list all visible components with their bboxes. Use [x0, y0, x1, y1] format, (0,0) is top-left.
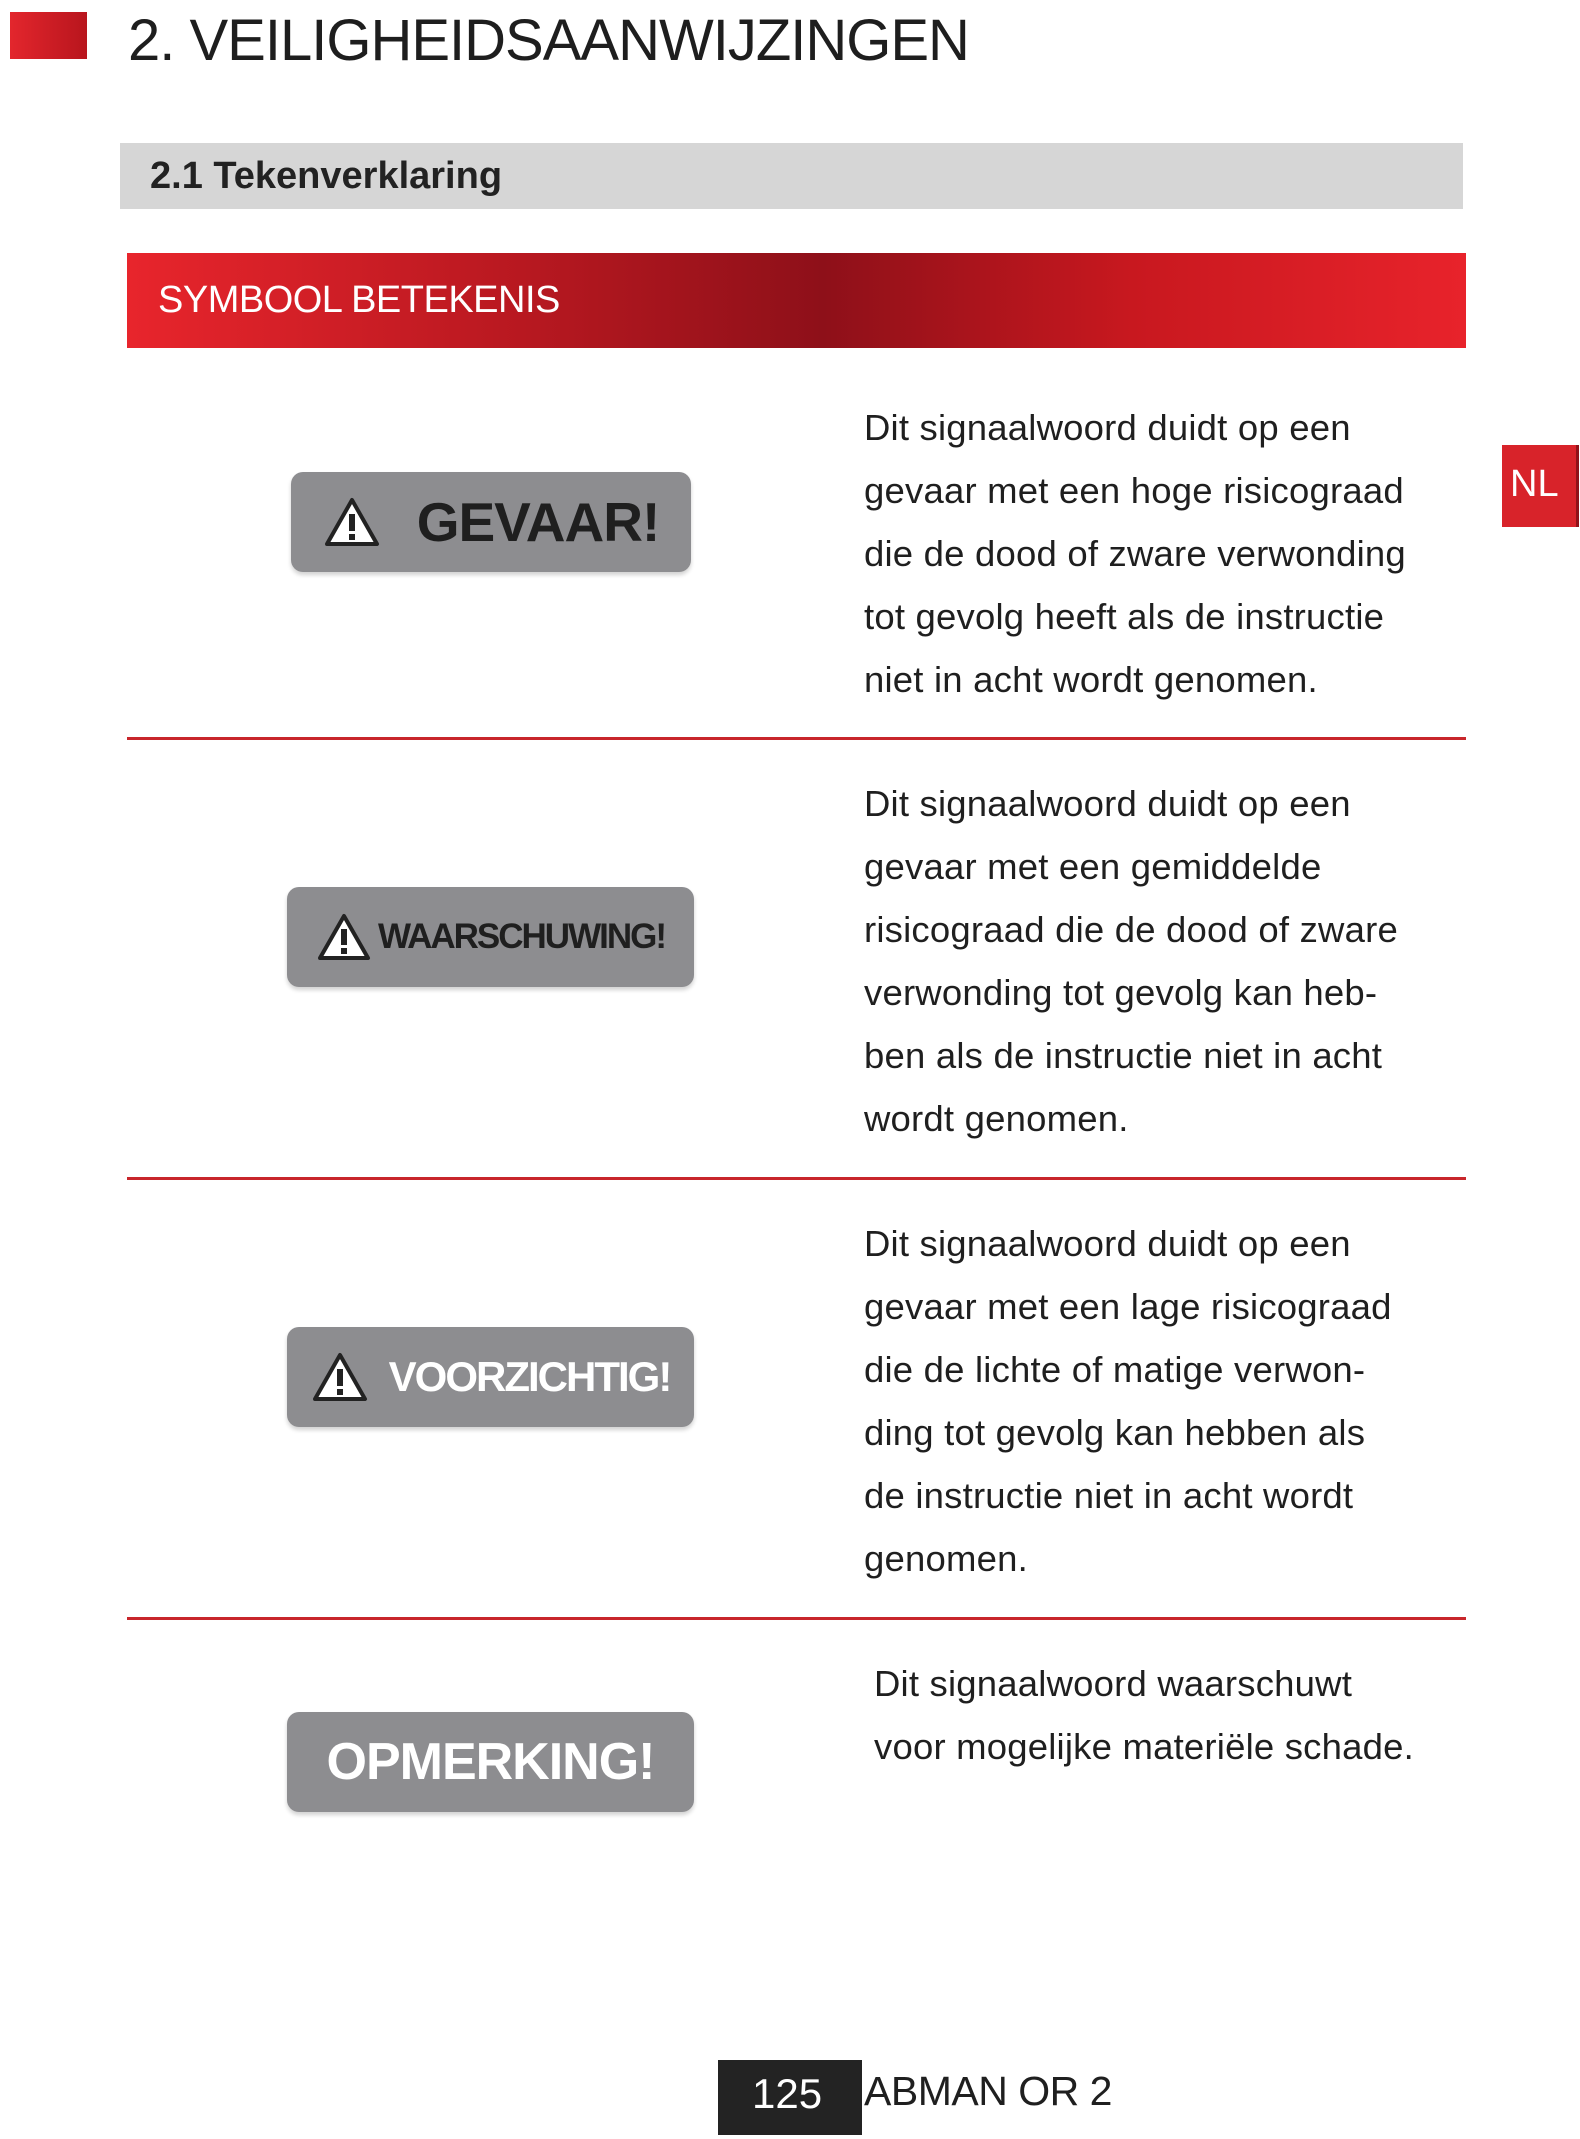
danger-signal-badge	[291, 472, 691, 572]
language-tab	[1502, 445, 1576, 527]
warning-description	[864, 772, 1464, 1150]
warning-triangle-icon	[316, 912, 372, 962]
description-line: die de dood of zware verwonding	[864, 533, 1406, 574]
description-line: Dit signaalwoord duidt op een	[864, 1223, 1351, 1264]
table-header	[127, 253, 1466, 348]
notice-description	[874, 1652, 1474, 1778]
notice-signal-badge	[287, 1712, 694, 1812]
description-line: niet in acht wordt genomen.	[864, 659, 1318, 700]
language-tab-label: NL	[1510, 463, 1559, 505]
danger-description	[864, 396, 1464, 711]
danger-signal-word: GEVAAR!	[416, 491, 660, 553]
description-line: ding tot gevolg kan hebben als	[864, 1412, 1366, 1453]
description-line: tot gevolg heeft als de instructie	[864, 596, 1385, 637]
warning-signal-word: WAARSCHUWING!	[377, 917, 666, 956]
description-line: risicograad die de dood of zware	[864, 909, 1398, 950]
section-heading-bar	[120, 143, 1463, 209]
row-divider	[127, 1617, 1466, 1620]
warning-triangle-icon	[323, 496, 381, 548]
warning-triangle-icon	[311, 1351, 369, 1403]
caution-description	[864, 1212, 1464, 1590]
page-number: 125	[752, 2070, 823, 2117]
description-line: gevaar met een hoge risicograad	[864, 470, 1404, 511]
description-line: die de lichte of matige verwon-	[864, 1349, 1366, 1390]
description-line: Dit signaalwoord duidt op een	[864, 407, 1351, 448]
caution-signal-badge	[287, 1327, 694, 1427]
row-divider	[127, 737, 1466, 740]
product-name: ABMAN OR 2	[864, 2068, 1112, 2114]
description-line: verwonding tot gevolg kan heb-	[864, 972, 1378, 1013]
description-line: wordt genomen.	[864, 1098, 1129, 1139]
corner-accent-block	[10, 12, 87, 59]
description-line: Dit signaalwoord duidt op een	[864, 783, 1351, 824]
section-heading: 2.1 Tekenverklaring	[150, 155, 503, 197]
warning-signal-badge	[287, 887, 694, 987]
description-line: voor mogelijke materiële schade.	[874, 1726, 1414, 1767]
description-line: gevaar met een gemiddelde	[864, 846, 1322, 887]
description-line: genomen.	[864, 1538, 1028, 1579]
description-line: de instructie niet in acht wordt	[864, 1475, 1354, 1516]
description-line: ben als de instructie niet in acht	[864, 1035, 1383, 1076]
page-number-box	[718, 2060, 862, 2135]
page-title: 2. VEILIGHEIDSAANWIJZINGEN	[128, 8, 969, 73]
notice-signal-word: OPMERKING!	[326, 1733, 655, 1791]
row-divider	[127, 1177, 1466, 1180]
description-line: gevaar met een lage risicograad	[864, 1286, 1392, 1327]
caution-signal-word: VOORZICHTIG!	[388, 1353, 671, 1400]
description-line: Dit signaalwoord waarschuwt	[874, 1663, 1353, 1704]
table-header-label: SYMBOOL BETEKENIS	[158, 279, 560, 321]
